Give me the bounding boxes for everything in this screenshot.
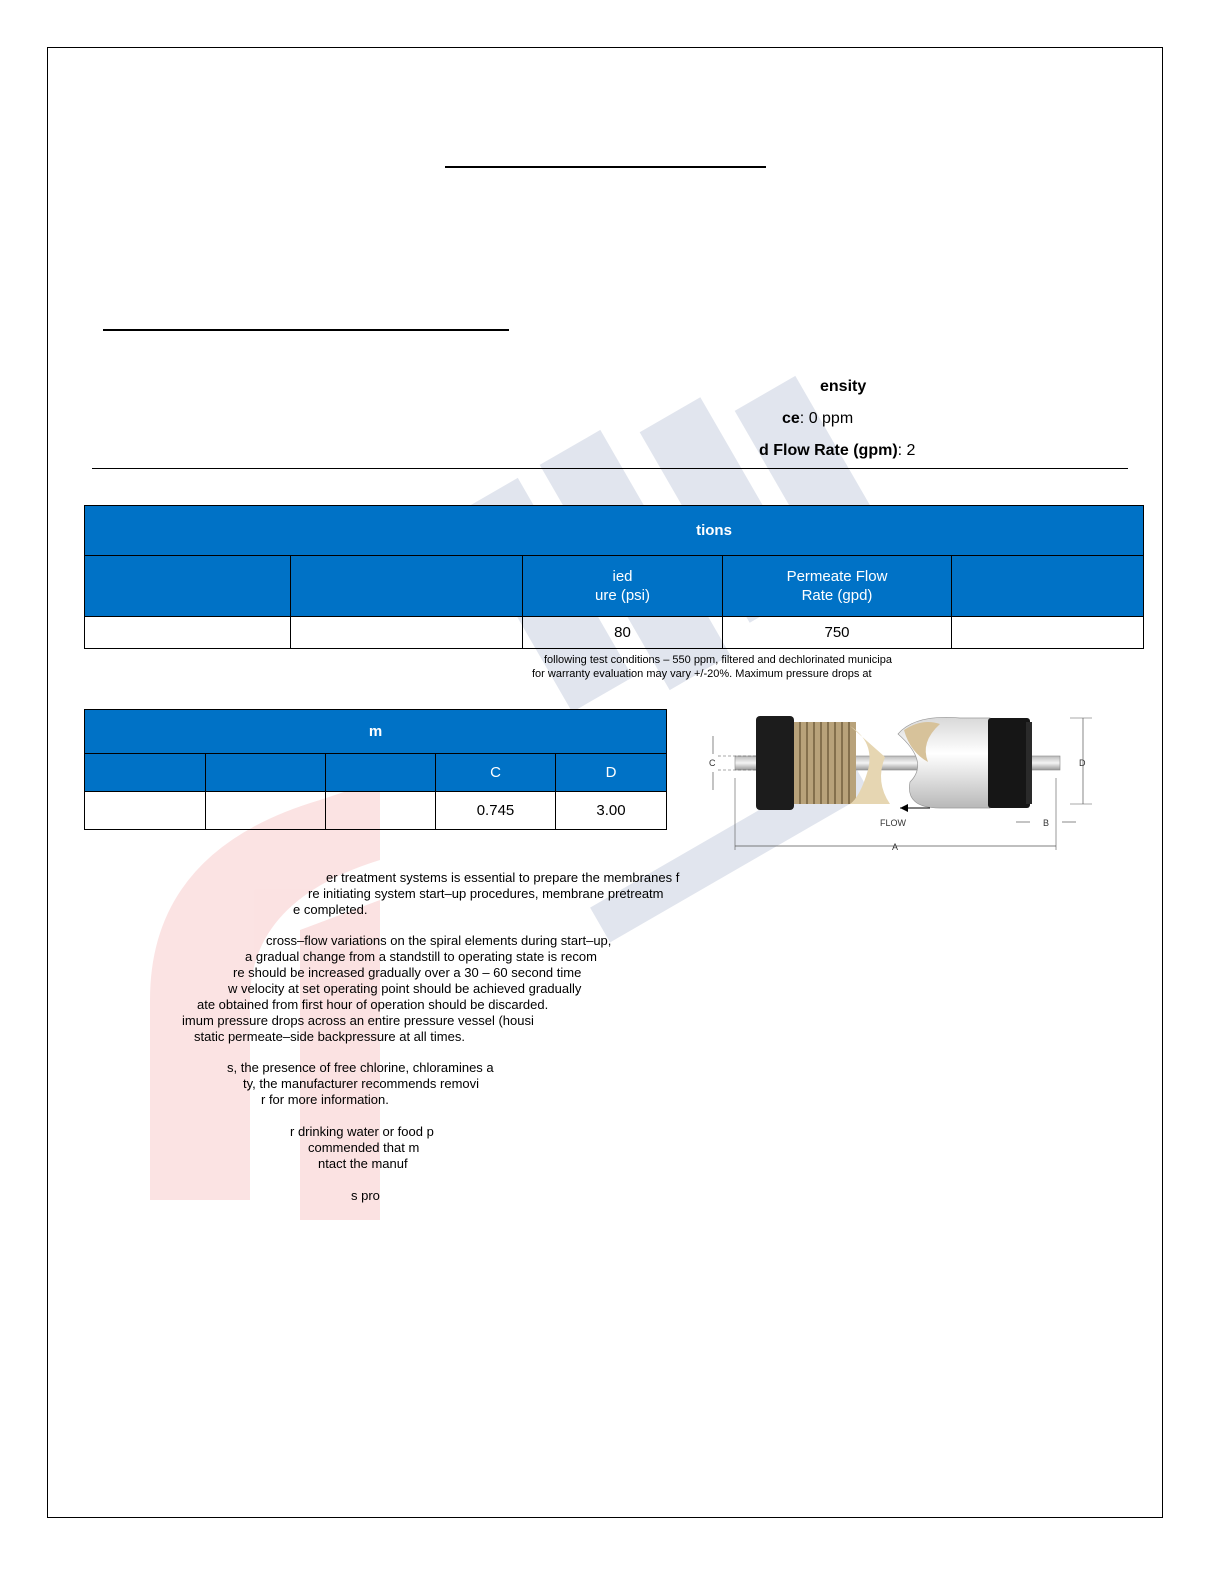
perf-header-flow-l1: Permeate Flow	[786, 568, 888, 585]
dim-header-cell	[85, 754, 206, 792]
dim-label-a: A	[892, 842, 899, 852]
perf-header-pressure-l2: ure (psi)	[594, 587, 650, 604]
dim-cell	[85, 792, 206, 830]
perf-cell	[952, 617, 1144, 649]
dim-label-c: C	[709, 758, 716, 768]
perf-header-cell	[952, 556, 1144, 617]
dim-cell	[206, 792, 326, 830]
perf-cell	[85, 617, 291, 649]
body-line: a gradual change from a standstill to operating state is recom	[245, 949, 597, 964]
dim-header-cell	[326, 754, 436, 792]
body-line: er treatment systems is essential to prepare the membranes f	[326, 870, 680, 885]
dim-cell	[326, 792, 436, 830]
body-line: s, the presence of free chlorine, chloramines a	[227, 1060, 494, 1075]
perf-cell	[291, 617, 523, 649]
dim-cell-d: 3.00	[556, 792, 667, 830]
performance-table-title: tions	[85, 506, 1144, 556]
body-line: ty, the manufacturer recommends removi	[243, 1076, 480, 1091]
perf-header-permeate-flow	[723, 556, 952, 617]
dim-header-d: D	[556, 754, 667, 792]
end-cap-left	[756, 716, 794, 810]
dim-label-d: D	[1079, 758, 1086, 768]
body-line: ntact the manuf	[318, 1156, 408, 1171]
body-line: e completed.	[293, 902, 368, 917]
dimensions-table-title: m	[85, 710, 667, 754]
body-line: cross–flow variations on the spiral elements during start–up,	[266, 933, 612, 948]
dim-label-b: B	[1043, 818, 1050, 828]
membrane-leaves	[794, 722, 890, 804]
title-underline	[445, 166, 766, 168]
divider-rule	[92, 468, 1128, 469]
body-line: r drinking water or food p	[290, 1124, 434, 1139]
performance-table	[84, 505, 1144, 649]
perf-header-pressure-l1: ied	[612, 568, 633, 585]
footnote-line: for warranty evaluation may vary +/-20%. Maximum pressure drops at	[532, 668, 872, 680]
perf-header-cell	[291, 556, 523, 617]
body-line: s pro	[351, 1188, 380, 1203]
body-line: ate obtained from first hour of operation should be discarded.	[197, 997, 549, 1012]
dim-header-c: C	[436, 754, 556, 792]
body-line: re initiating system start–up procedures, membrane pretreatm	[308, 886, 664, 901]
dim-header-cell	[206, 754, 326, 792]
footnote-line: following test conditions – 550 ppm, filtered and dechlorinated municipa	[544, 654, 892, 666]
perf-cell-flow: 750	[723, 617, 952, 649]
dim-cell-c: 0.745	[436, 792, 556, 830]
spec-tds: ce: 0 ppm	[782, 410, 854, 427]
body-line: commended that m	[308, 1140, 420, 1155]
perf-header-flow-l2: Rate (gpd)	[801, 587, 873, 604]
end-cap-right	[988, 718, 1030, 808]
section-underline	[103, 329, 509, 331]
perf-header-applied-pressure	[523, 556, 723, 617]
spec-flow-rate: d Flow Rate (gpm): 2	[759, 442, 916, 459]
perf-header-cell	[85, 556, 291, 617]
flow-label: FLOW	[880, 818, 906, 828]
dimensions-table	[84, 709, 667, 830]
body-line: static permeate–side backpressure at all times.	[194, 1029, 465, 1044]
body-line: w velocity at set operating point should be achieved gradually	[228, 981, 582, 996]
perf-cell-pressure: 80	[523, 617, 723, 649]
body-line: re should be increased gradually over a 30 – 60 second time	[233, 965, 582, 980]
body-line: r for more information.	[261, 1092, 389, 1107]
membrane-element-diagram	[700, 712, 1100, 857]
body-line: imum pressure drops across an entire pressure vessel (housi	[182, 1013, 534, 1028]
spec-density: ensity	[820, 378, 867, 395]
